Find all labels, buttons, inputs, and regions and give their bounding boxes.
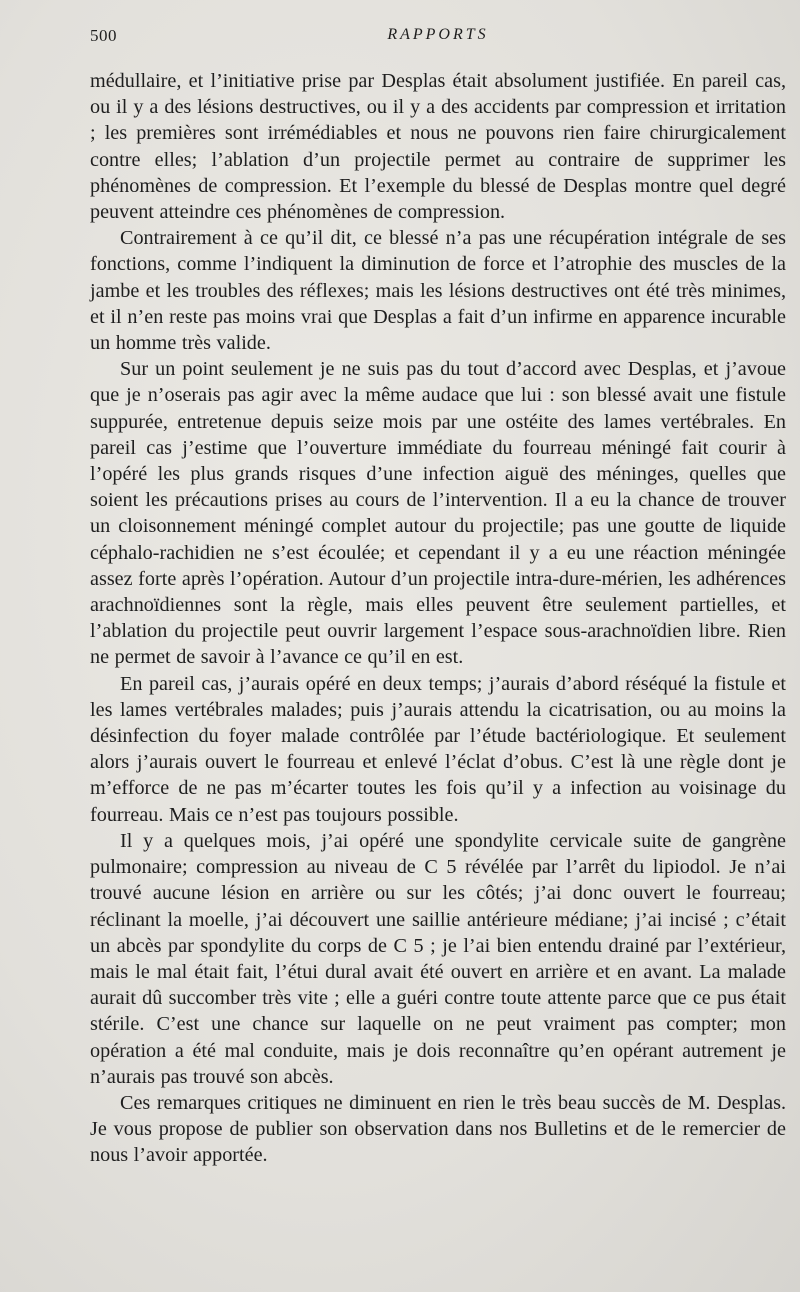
running-head: RAPPORTS bbox=[387, 26, 489, 43]
paragraph-1: médullaire, et l’initiative prise par Desplas était absolument justifiée. En pareil cas, ou il y a des lésions destructives, ou il y a des accidents par compression et irritation ; les premières sont irrémédiables et nous ne pouvons rien faire chirurgicalement contre elles; l’ablation d’un projectile permet au contraire de supprimer les phénomènes de compression. Et l’exemple du blessé de Desplas montre quel degré peuvent atteindre ces phénomènes de compression. bbox=[90, 70, 786, 224]
body-text bbox=[90, 68, 786, 1169]
page-number: 500 bbox=[90, 26, 117, 45]
page-header bbox=[90, 26, 786, 50]
paragraph-3: Sur un point seulement je ne suis pas du tout d’accord avec Desplas, et j’avoue que je n’oserais pas agir avec la même audace que lui : son blessé avait une fistule suppurée, entretenue depuis seize mois par une ostéite des lames vertébrales. En pareil cas j’estime que l’ouverture immédiate du fourreau méningé fait courir à l’opéré les plus grands risques d’une infection aiguë des méninges, quelles que soient les précautions prises au cours de l’intervention. Il a eu la chance de trouver un cloisonnement méningé complet autour du projectile; pas une goutte de liquide céphalo-rachidien ne s’est écoulée; et cependant il y a eu une réaction méningée assez forte après l’opération. Autour d’un projectile intra-dure-mérien, les adhérences arachnoïdiennes sont la règle, mais elles peuvent être seulement partielles, et l’ablation du projectile peut ouvrir largement l’espace sous-arachnoïdien libre. Rien ne permet de savoir à l’avance ce qu’il en est. bbox=[90, 358, 786, 669]
paragraph-4: En pareil cas, j’aurais opéré en deux temps; j’aurais d’abord réséqué la fistule et les lames vertébrales malades; puis j’aurais attendu la cicatrisation, ou au moins la désinfection du foyer malade contrôlée par l’étude bactériologique. Et seulement alors j’aurais ouvert le fourreau et enlevé l’éclat d’obus. C’est là une règle dont je m’efforce de ne pas m’écarter toutes les fois qu’il y a infection au voisinage du fourreau. Mais ce n’est pas toujours possible. bbox=[90, 672, 786, 826]
paragraph-6: Ces remarques critiques ne diminuent en rien le très beau succès de M. Desplas. Je vous propose de publier son observation dans nos Bulletins et de le remercier de nous l’avoir apportée. bbox=[90, 1091, 786, 1167]
paragraph-2: Contrairement à ce qu’il dit, ce blessé n’a pas une récupération intégrale de ses fonctions, comme l’indiquent la diminution de force et l’atrophie des muscles de la jambe et les troubles des réflexes; mais les lésions destructives ont été très minimes, et il n’en reste pas moins vrai que Desplas a fait d’un infirme en apparence incurable un homme très valide. bbox=[90, 227, 786, 355]
paragraph-5: Il y a quelques mois, j’ai opéré une spondylite cervicale suite de gangrène pulmonaire; compression au niveau de C 5 révélée par l’arrêt du lipiodol. Je n’ai trouvé aucune lésion en arrière ou sur les côtés; j’ai donc ouvert le fourreau; réclinant la moelle, j’ai découvert une saillie antérieure médiane; j’ai incisé ; c’était un abcès par spondylite du corps de C 5 ; je l’ai bien entendu drainé par l’extérieur, mais le mal était fait, l’étui dural avait été ouvert en arrière et en avant. La malade aurait dû succomber très vite ; elle a guéri contre toute attente parce que ce pus était stérile. C’est une chance sur laquelle on ne peut vraiment pas compter; mon opération a été mal conduite, mais je dois reconnaître qu’en opérant autrement je n’aurais pas trouvé son abcès. bbox=[90, 829, 786, 1088]
